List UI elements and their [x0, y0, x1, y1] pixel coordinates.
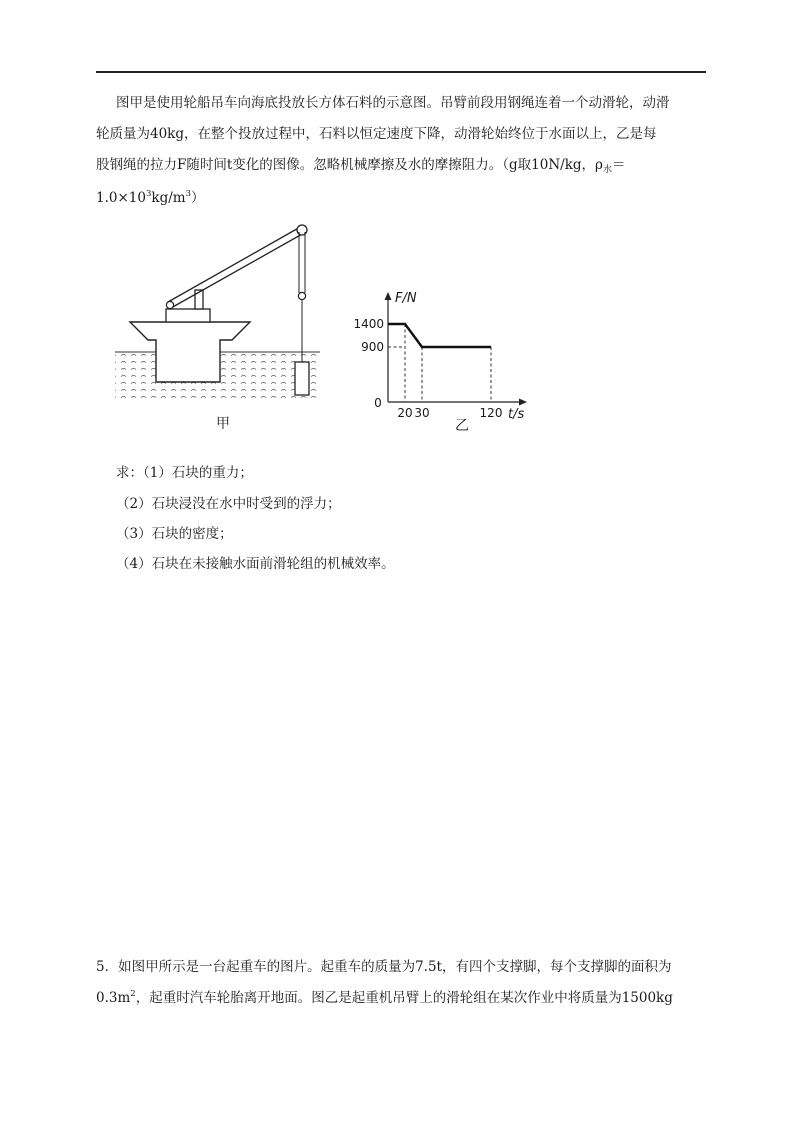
x-tick-120: 120 [479, 406, 503, 420]
intro-line-3 [96, 150, 708, 183]
density-unit-exponent: 3 [185, 189, 191, 199]
y-axis-arrow-icon [385, 292, 392, 300]
problem-intro [96, 88, 708, 216]
intro-line-3-text: 股钢绳的拉力F随时间t变化的图像。忽略机械摩擦及水的摩擦阻力。（g取10N/kg，ρ [96, 157, 603, 173]
intro-line-2: 轮质量为40kg，在整个投放过程中，石料以恒定速度下降，动滑轮始终位于水面以上，乙是每 [96, 126, 657, 142]
boom-pivot [166, 301, 173, 308]
figure-ship-crane [110, 212, 330, 436]
crane-boom-edge-2 [171, 233, 304, 308]
question-3: （3）石块的密度； [116, 526, 233, 542]
density-exponent: 3 [145, 189, 152, 199]
equals-sign: ＝ [612, 157, 626, 173]
question-1: 求：（1）石块的重力； [116, 465, 253, 481]
density-value: 1.0×10 [96, 190, 146, 206]
figure-b-label: 乙 [455, 418, 469, 434]
question-2: （2）石块浸没在水中时受到的浮力； [116, 496, 341, 512]
x-axis-arrow-icon [519, 399, 527, 406]
intro-line-1: 图甲是使用轮船吊车向海底投放长方体石料的示意图。吊臂前段用钢绳连着一个动滑轮，动滑 [116, 95, 670, 111]
origin-label: 0 [374, 396, 382, 410]
problem-5-line-2 [96, 983, 708, 1016]
y-axis-label: F/N [395, 291, 417, 306]
crane-boom-edge-1 [168, 226, 302, 302]
problem-5-line-2-text: ，起重时汽车轮胎离开地面。图乙是起重机吊臂上的滑轮组在某次作业中将质量为1500kg [135, 990, 673, 1006]
x-axis-label: t/s [508, 407, 525, 422]
closing-paren: ） [190, 190, 205, 206]
x-tick-20: 20 [397, 406, 413, 420]
problem-5 [96, 952, 708, 1016]
header-rule [96, 71, 706, 73]
stone-block [295, 362, 309, 395]
area-exponent: 2 [130, 989, 136, 999]
question-4: （4）石块在未接触水面前滑轮组的机械效率。 [116, 556, 395, 572]
figure-a-label: 甲 [216, 416, 230, 432]
ship-deckhouse [166, 309, 210, 322]
moving-pulley-icon [298, 292, 305, 299]
figure-force-time-graph [340, 280, 540, 436]
rho-water-subscript: 水 [602, 165, 612, 175]
problem-5-line-1: 5．如图甲所示是一台起重车的图片。起重车的质量为7.5t，有四个支撑脚，每个支撑脚的面积为 [96, 959, 672, 975]
y-tick-1400: 1400 [353, 317, 384, 331]
y-tick-900: 900 [361, 340, 384, 354]
force-series-line [388, 324, 491, 347]
density-unit: kg/m [151, 190, 186, 206]
area-value: 0.3m [96, 990, 131, 1006]
x-tick-30: 30 [414, 406, 430, 420]
